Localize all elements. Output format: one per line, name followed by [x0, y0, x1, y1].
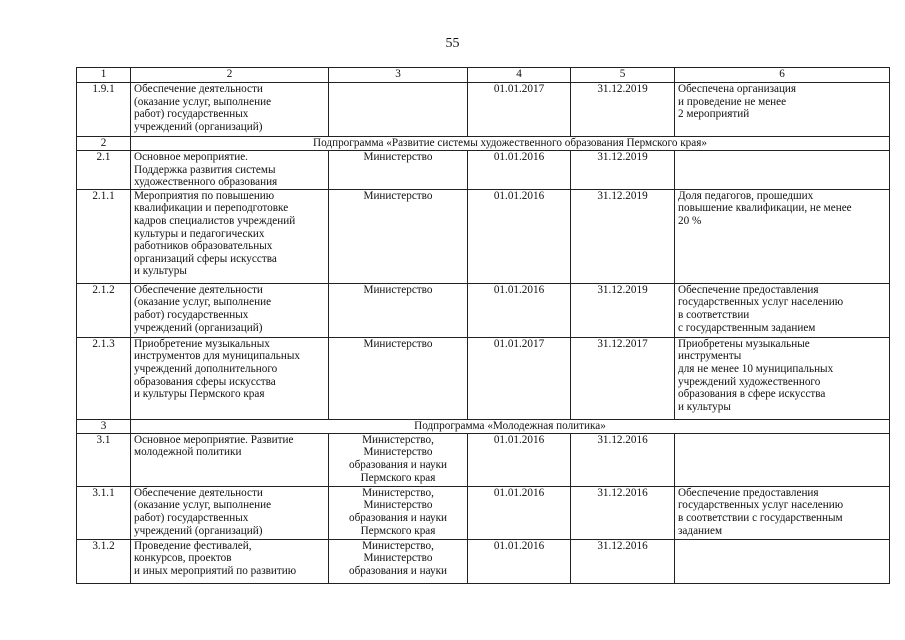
end-date: 31.12.2019 [571, 151, 675, 190]
executor: Министерство [329, 283, 468, 337]
page-number: 55 [445, 36, 460, 51]
start-date: 01.01.2016 [468, 151, 571, 190]
end-date: 31.12.2016 [571, 486, 675, 539]
item-number: 3.1.1 [77, 486, 131, 539]
column-header: 3 [329, 68, 468, 83]
activity-name: Проведение фестивалей, конкурсов, проектов и иных мероприятий по развитию [131, 539, 329, 583]
executor: Министерство [329, 189, 468, 283]
table-row [77, 189, 890, 283]
item-number: 2.1 [77, 151, 131, 190]
activity-name: Обеспечение деятельности (оказание услуг, выполнение работ) государственных учреждений (организаций) [131, 486, 329, 539]
start-date: 01.01.2016 [468, 283, 571, 337]
end-date: 31.12.2019 [571, 189, 675, 283]
table-row [77, 486, 890, 539]
subprogram-title: Подпрограмма «Молодежная политика» [131, 419, 890, 433]
program-table [76, 67, 890, 584]
table-row [77, 337, 890, 419]
end-date: 31.12.2019 [571, 83, 675, 137]
end-date: 31.12.2016 [571, 539, 675, 583]
end-date: 31.12.2019 [571, 283, 675, 337]
executor: Министерство, Министерство образования и науки [329, 539, 468, 583]
section-number: 3 [77, 419, 131, 433]
start-date: 01.01.2016 [468, 539, 571, 583]
activity-name: Основное мероприятие. Развитие молодежной политики [131, 433, 329, 486]
table-row [77, 283, 890, 337]
start-date: 01.01.2016 [468, 433, 571, 486]
start-date: 01.01.2017 [468, 337, 571, 419]
expected-result: Обеспечена организация и проведение не менее 2 мероприятий [675, 83, 890, 137]
start-date: 01.01.2017 [468, 83, 571, 137]
end-date: 31.12.2016 [571, 433, 675, 486]
item-number: 2.1.3 [77, 337, 131, 419]
expected-result [675, 433, 890, 486]
table-header-row [77, 68, 890, 83]
column-header: 2 [131, 68, 329, 83]
activity-name: Мероприятия по повышению квалификации и переподготовке кадров специалистов учреждений культуры и педагогических работников образовательных организаций сферы искусства и культуры [131, 189, 329, 283]
expected-result: Обеспечение предоставления государственных услуг населению в соответствии с государственным заданием [675, 283, 890, 337]
activity-name: Основное мероприятие. Поддержка развития системы художественного образования [131, 151, 329, 190]
executor [329, 83, 468, 137]
expected-result: Доля педагогов, прошедших повышение квалификации, не менее 20 % [675, 189, 890, 283]
expected-result: Обеспечение предоставления государственных услуг населению в соответствии с государственным заданием [675, 486, 890, 539]
table-row [77, 433, 890, 486]
column-header: 6 [675, 68, 890, 83]
section-number: 2 [77, 137, 131, 151]
table-row [77, 83, 890, 137]
executor: Министерство, Министерство образования и науки Пермского края [329, 433, 468, 486]
subprogram-row [77, 419, 890, 433]
table-row [77, 151, 890, 190]
activity-name: Приобретение музыкальных инструментов для муниципальных учреждений дополнительного образования сферы искусства и культуры Пермского края [131, 337, 329, 419]
item-number: 2.1.1 [77, 189, 131, 283]
expected-result [675, 539, 890, 583]
end-date: 31.12.2017 [571, 337, 675, 419]
item-number: 3.1 [77, 433, 131, 486]
item-number: 1.9.1 [77, 83, 131, 137]
activity-name: Обеспечение деятельности (оказание услуг, выполнение работ) государственных учреждений (организаций) [131, 283, 329, 337]
subprogram-title: Подпрограмма «Развитие системы художественного образования Пермского края» [131, 137, 890, 151]
executor: Министерство [329, 151, 468, 190]
subprogram-row [77, 137, 890, 151]
column-header: 1 [77, 68, 131, 83]
expected-result: Приобретены музыкальные инструменты для не менее 10 муниципальных учреждений художественного образования в сфере искусства и культуры [675, 337, 890, 419]
column-header: 5 [571, 68, 675, 83]
executor: Министерство, Министерство образования и науки Пермского края [329, 486, 468, 539]
activity-name: Обеспечение деятельности (оказание услуг, выполнение работ) государственных учреждений (организаций) [131, 83, 329, 137]
expected-result [675, 151, 890, 190]
executor: Министерство [329, 337, 468, 419]
column-header: 4 [468, 68, 571, 83]
start-date: 01.01.2016 [468, 189, 571, 283]
table-row [77, 539, 890, 583]
item-number: 3.1.2 [77, 539, 131, 583]
start-date: 01.01.2016 [468, 486, 571, 539]
item-number: 2.1.2 [77, 283, 131, 337]
